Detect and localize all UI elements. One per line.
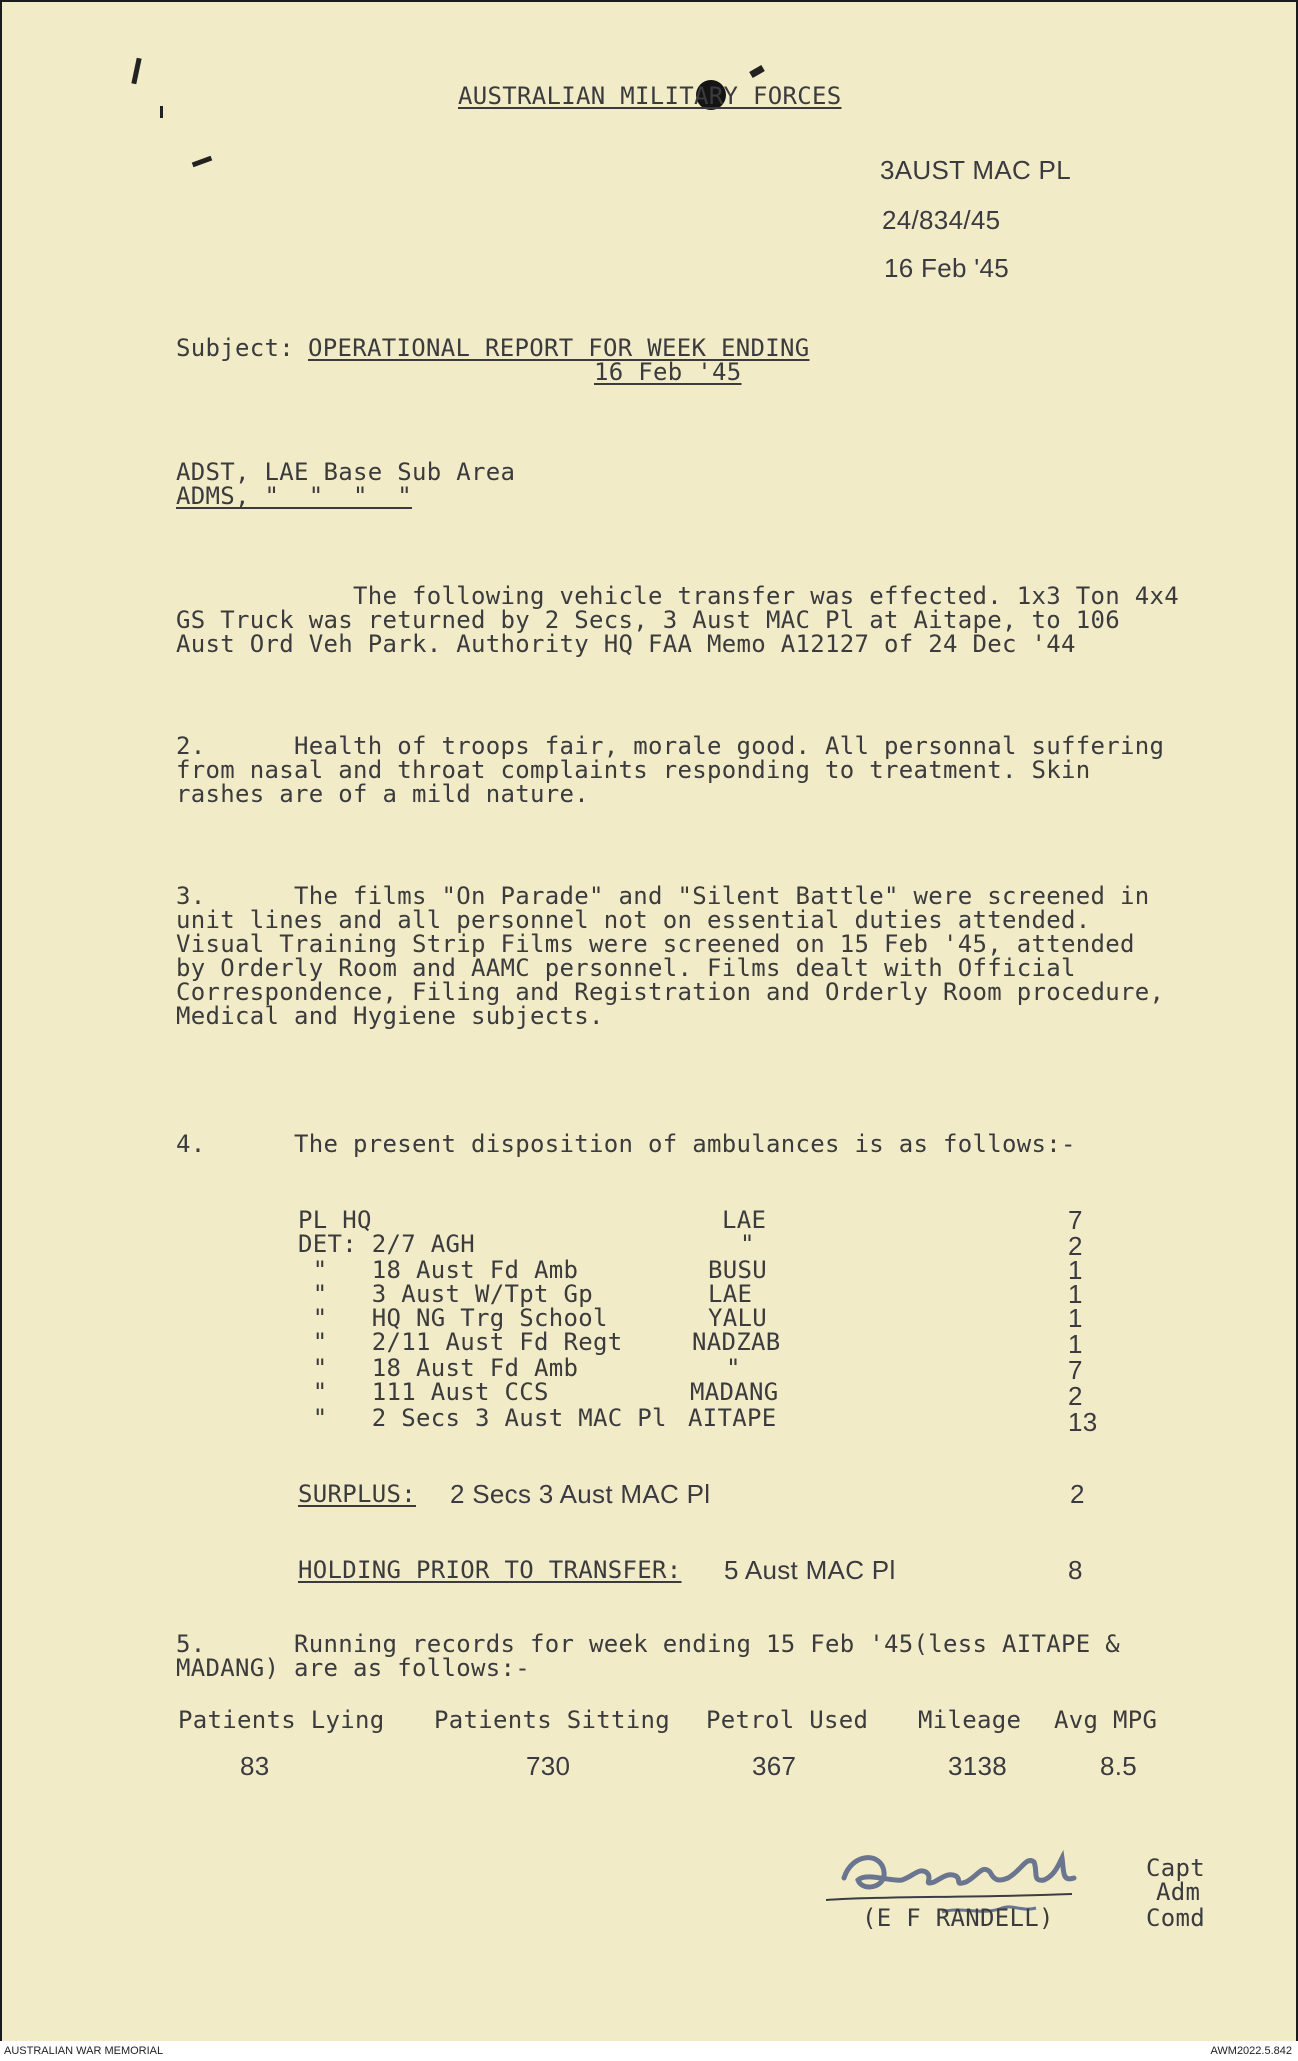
paragraph-3-line: 3. The films "On Parade" and "Silent Battle" were screened in [176,882,1150,910]
records-header: Avg MPG [1054,1706,1158,1734]
disposition-unit: " 3 Aust W/Tpt Gp [298,1280,593,1308]
unit-reference: 3AUST MAC PL [880,155,1071,185]
subject-line-2: 16 Feb '45 [594,358,742,386]
signatory-appointment-1: Adm [1156,1878,1201,1906]
disposition-unit: " HQ NG Trg School [298,1304,608,1332]
records-header: Patients Lying [178,1706,385,1734]
disposition-count: 1 [1068,1329,1083,1359]
subject-label: Subject: [176,334,294,362]
document-page [2,2,1296,2041]
disposition-unit: " 2/11 Aust Fd Regt [298,1328,623,1356]
disposition-location: " [740,1230,755,1258]
disposition-location: AITAPE [688,1404,777,1432]
records-header: Patients Sitting [434,1706,670,1734]
paragraph-2-line: from nasal and throat complaints responding to treatment. Skin [176,756,1091,784]
disposition-count: 7 [1068,1355,1083,1385]
disposition-location: BUSU [708,1256,767,1284]
disposition-location: NADZAB [692,1328,781,1356]
disposition-unit: " 18 Aust Fd Amb [298,1256,579,1284]
records-value: 8.5 [1100,1751,1138,1781]
paragraph-5-line: 5. Running records for week ending 15 Feb '45(less AITAPE & [176,1630,1120,1658]
document-date: 16 Feb '45 [884,253,1010,283]
surplus-count: 2 [1070,1479,1085,1509]
holding-count: 8 [1068,1555,1083,1585]
records-value: 367 [752,1751,797,1781]
file-number: 24/834/45 [882,205,1001,235]
paragraph-3-line: unit lines and all personnel not on essential duties attended. [176,906,1091,934]
disposition-location: " [726,1354,741,1382]
disposition-location: MADANG [690,1378,779,1406]
signatory-name: (E F RANDELL) [862,1904,1054,1932]
signatory-appointment-2: Comd [1146,1904,1205,1932]
disposition-unit: DET: 2/7 AGH [298,1230,475,1258]
ink-mark [160,106,163,118]
records-value: 3138 [948,1751,1008,1781]
disposition-count: 1 [1068,1303,1083,1333]
archive-footer [0,2041,1298,2061]
paragraph-1-line: GS Truck was returned by 2 Secs, 3 Aust MAC Pl at Aitape, to 106 [176,606,1120,634]
archive-accession-number: AWM2022.5.842 [1210,2045,1292,2057]
holding-unit: 5 Aust MAC Pl [724,1555,896,1585]
disposition-unit: " 18 Aust Fd Amb [298,1354,579,1382]
paragraph-4-intro: 4. The present disposition of ambulances is as follows:- [176,1130,1076,1158]
records-value: 730 [526,1751,571,1781]
records-header: Petrol Used [706,1706,869,1734]
paragraph-1-line: Aust Ord Veh Park. Authority HQ FAA Memo A12127 of 24 Dec '44 [176,630,1076,658]
paragraph-3-line: Medical and Hygiene subjects. [176,1002,604,1030]
surplus-unit: 2 Secs 3 Aust MAC Pl [450,1479,711,1509]
disposition-location: LAE [708,1280,753,1308]
paragraph-3-line: Correspondence, Filing and Registration and Orderly Room procedure, [176,978,1165,1006]
paragraph-3-line: Visual Training Strip Films were screened on 15 Feb '45, attended [176,930,1135,958]
paragraph-3-line: by Orderly Room and AAMC personnel. Films dealt with Official [176,954,1076,982]
paragraph-2-line: rashes are of a mild nature. [176,780,589,808]
holding-label: HOLDING PRIOR TO TRANSFER: [298,1556,682,1584]
addressee-line-2: ADMS, " " " " [176,482,412,510]
document-header: AUSTRALIAN MILITARY FORCES [458,82,842,110]
surplus-label: SURPLUS: [298,1480,416,1508]
signatory-rank: Capt [1146,1854,1205,1882]
disposition-count: 2 [1068,1381,1083,1411]
ink-mark [192,156,213,168]
ink-mark [131,58,141,84]
records-header: Mileage [918,1706,1022,1734]
disposition-unit: " 2 Secs 3 Aust MAC Pl [298,1404,667,1432]
disposition-count: 1 [1068,1279,1083,1309]
ink-mark [749,65,765,78]
disposition-count: 13 [1068,1407,1098,1437]
disposition-location: YALU [708,1304,767,1332]
paragraph-1-line: The following vehicle transfer was effected. 1x3 Ton 4x4 [176,582,1179,610]
paragraph-5-line: MADANG) are as follows:- [176,1654,530,1682]
addressee-line-1: ADST, LAE Base Sub Area [176,458,516,486]
archive-credit: AUSTRALIAN WAR MEMORIAL [4,2045,164,2057]
disposition-unit: PL HQ [298,1206,372,1234]
paragraph-2-line: 2. Health of troops fair, morale good. All personnal suffering [176,732,1165,760]
records-value: 83 [240,1751,270,1781]
disposition-unit: " 111 Aust CCS [298,1378,549,1406]
disposition-count: 1 [1068,1255,1083,1285]
subject-line-1: OPERATIONAL REPORT FOR WEEK ENDING [308,334,810,362]
disposition-count: 7 [1068,1205,1083,1235]
disposition-count: 2 [1068,1231,1083,1261]
disposition-location: LAE [722,1206,767,1234]
